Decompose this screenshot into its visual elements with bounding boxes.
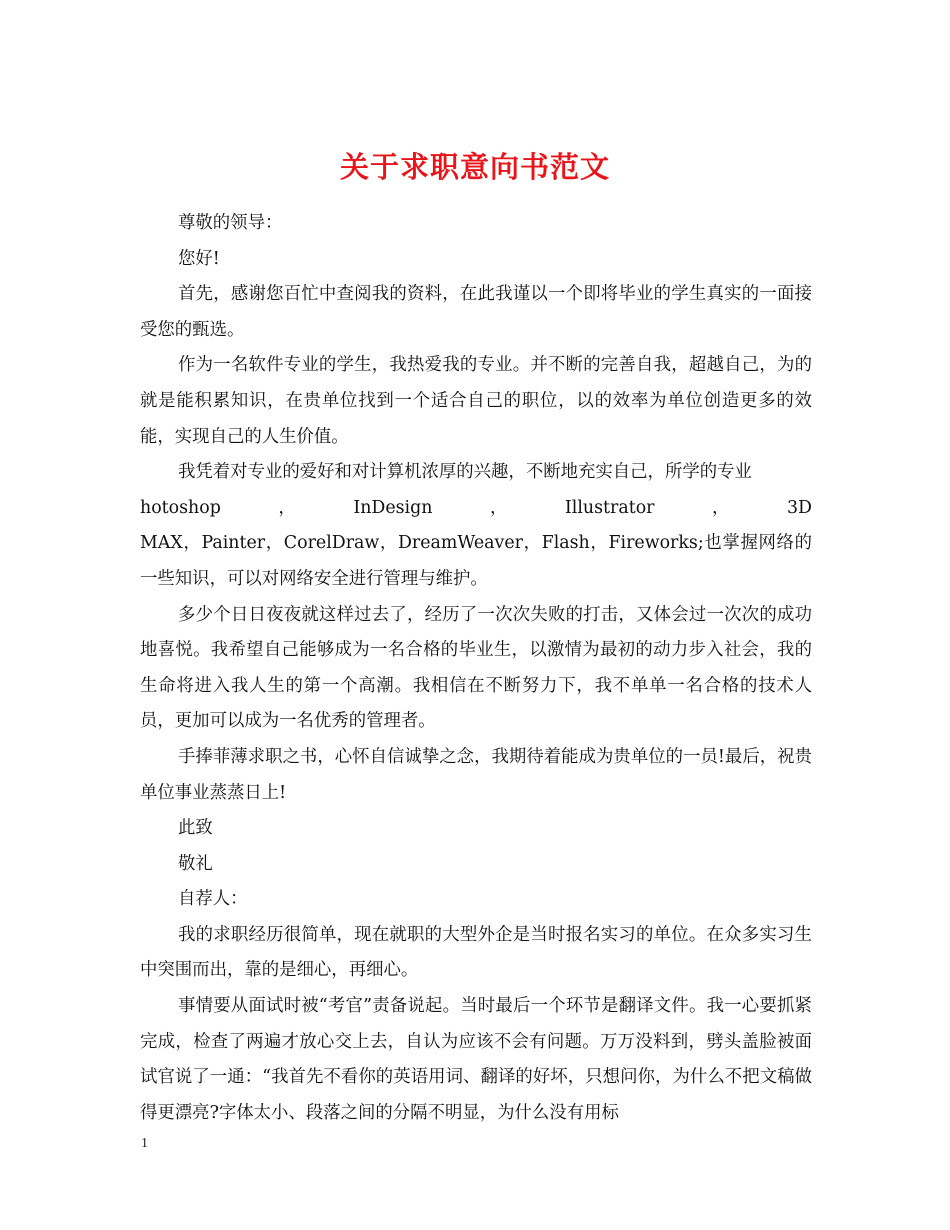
list-separator: ，	[489, 497, 508, 518]
paragraph: 事情要从面试时被“考官”责备说起。当时最后一个环节是翻译文件。我一心要抓紧完成，检查了两遍才放心交上去，自认为应该不会有问题。万万没料到，劈头盖脸被面试官说了一通：“我首先不看你的英语用词、翻译的好坏，只想问你，为什么不把文稿做得更漂亮?字体太小、段落之间的分隔不明显，为什么没有用标	[140, 996, 812, 1123]
paragraph: 首先，感谢您百忙中查阅我的资料，在此我谨以一个即将毕业的学生真实的一面接受您的甄选。	[140, 284, 812, 340]
software-list-line	[140, 491, 812, 527]
paragraph: 我的求职经历很简单，现在就职的大型外企是当时报名实习的单位。在众多实习生中突围而出，靠的是细心，再细心。	[140, 924, 812, 981]
software-list-item: InDesign	[353, 497, 433, 518]
paragraph: 我凭着对专业的爱好和对计算机浓厚的兴趣，不断地充实自己，所学的专业	[178, 462, 752, 483]
greeting: 您好!	[178, 248, 220, 269]
paragraph: 多少个日日夜夜就这样过去了，经历了一次次失败的打击，又体会过一次次的成功地喜悦。我希望自己能够成为一名合格的毕业生，以激情为最初的动力步入社会，我的生命将进入我人生的第一个高潮。我相信在不断努力下，我不单单一名合格的技术人员，更加可以成为一名优秀的管理者。	[140, 604, 812, 732]
document-title: 关于求职意向书范文	[339, 150, 610, 185]
list-separator: ，	[712, 497, 730, 518]
paragraph: 手捧菲薄求职之书，心怀自信诚挚之念，我期待着能成为贵单位的一员!最后，祝贵单位事业蒸蒸日上!	[140, 746, 812, 803]
paragraph: MAX，Painter，CorelDraw，DreamWeaver，Flash，Fireworks;也掌握网络的一些知识，可以对网络安全进行管理与维护。	[140, 533, 812, 589]
signature-line: 自荐人：	[178, 889, 248, 910]
salutation: 尊敬的领导：	[178, 213, 283, 233]
software-list-item: 3D	[786, 497, 812, 518]
list-separator: ，	[278, 497, 296, 518]
closing-line: 此致	[178, 818, 213, 839]
closing-line: 敬礼	[178, 853, 213, 874]
paragraph: 作为一名软件专业的学生，我热爱我的专业。并不断的完善自我，超越自己，为的就是能积累知识，在贵单位找到一个适合自己的职位，以的效率为单位创造更多的效能，实现自己的人生价值。	[140, 355, 812, 447]
page-number: 1	[141, 1136, 148, 1151]
software-list-item: hotoshop	[140, 497, 221, 518]
software-list-item: Illustrator	[564, 497, 655, 518]
software-list-text	[140, 491, 812, 527]
document-body	[140, 206, 812, 1131]
